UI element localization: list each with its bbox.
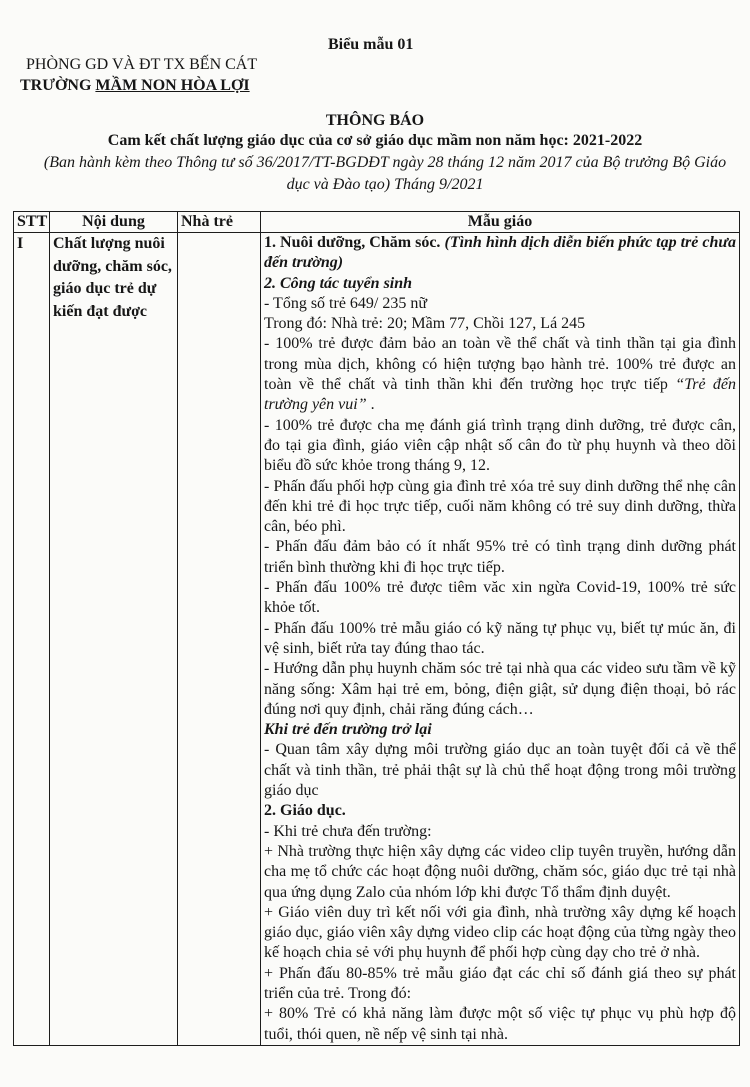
row-nursery xyxy=(178,233,261,1046)
paragraph: - Khi trẻ chưa đến trường: xyxy=(264,822,432,840)
paragraph: - Hướng dẫn phụ huynh chăm sóc trẻ tại nhà qua các video sưu tầm về kỹ năng sống: Xâm hại trẻ em, bỏng, điện giật, sử dụng điện thoại, bỏ rác đúng nơi quy định, chải răng đúng cách… xyxy=(264,660,736,718)
paragraph: Trong đó: Nhà trẻ: 20; Mầm 77, Chồi 127, Lá 245 xyxy=(264,315,586,333)
row-content: Chất lượng nuôi dưỡng, chăm sóc, giáo dục trẻ dự kiến đạt được xyxy=(50,233,178,1046)
heading-enrollment: 2. Công tác tuyển sinh xyxy=(264,274,413,292)
paragraph: + Phấn đấu 80-85% trẻ mẫu giáo đạt các chỉ số đánh giá theo sự phát triển của trẻ. Trong đó: xyxy=(264,964,736,1002)
heading-return-to-school: Khi trẻ đến trường trở lại xyxy=(264,721,432,739)
heading-education: 2. Giáo dục. xyxy=(264,802,346,820)
paragraph: + 80% Trẻ có khả năng làm được một số việc tự phục vụ phù hợp độ tuổi, thói quen, nề nếp vệ sinh tại nhà. xyxy=(264,1005,736,1043)
paragraph: - Phấn đấu phối hợp cùng gia đình trẻ xóa trẻ suy dinh dưỡng thể nhẹ cân đến khi trẻ đi học trực tiếp, cuối năm không có trẻ suy dinh dưỡng, thừa cân, béo phì. xyxy=(264,477,736,536)
school-name xyxy=(20,77,250,95)
paragraph: - Phấn đấu 100% trẻ được tiêm văc xin ngừa Covid-19, 100% trẻ sức khỏe tốt. xyxy=(264,579,736,617)
paragraph: + Nhà trường thực hiện xây dựng các video clip tuyên truyền, hướng dẫn cha mẹ tổ chức các hoạt động nuôi dưỡng, chăm sóc, giáo dục trẻ tại nhà qua ứng dụng Zalo của nhóm lớp khi được Tổ thẩm định duyệt. xyxy=(264,842,736,901)
commitment-table xyxy=(13,211,740,1046)
heading-nutrition-note: (Tình hình dịch diễn biến phức tạp trẻ chưa đến trường) xyxy=(264,234,737,272)
header-kindergarten: Mẫu giáo xyxy=(261,212,740,233)
paragraph: - Quan tâm xây dựng môi trường giáo dục an toàn tuyệt đối cả về thể chất và tinh thần, trẻ phải thật sự là chủ thể hoạt động trong môi trường giáo dục xyxy=(264,741,736,800)
school-prefix: TRƯỜNG xyxy=(20,77,96,94)
header-stt: STT xyxy=(14,212,50,233)
paragraph: - Phấn đấu 100% trẻ mẫu giáo có kỹ năng tự phục vụ, biết tự múc ăn, đi vệ sinh, biết rửa tay đúng thao tác. xyxy=(264,619,736,657)
header-nursery: Nhà trẻ xyxy=(178,212,261,233)
paragraph: - Phấn đấu đảm bảo có ít nhất 95% trẻ có tình trạng dinh dưỡng phát triển bình thường khi đi học trực tiếp. xyxy=(264,538,736,576)
table-header-row xyxy=(14,212,740,233)
row-kindergarten xyxy=(261,233,740,1046)
issued-note: (Ban hành kèm theo Thông tư số 36/2017/TT-BGDĐT ngày 28 tháng 12 năm 2017 của Bộ trưởng Bộ Giáo dục và Đào tạo) Tháng 9/2021 xyxy=(43,154,727,193)
form-number: Biểu mẫu 01 xyxy=(328,36,414,53)
school-name-underlined: MẦM NON HÒA LỢI xyxy=(95,77,250,94)
paragraph-end: . xyxy=(366,396,375,414)
paragraph: - 100% trẻ được cha mẹ đánh giá trình trạng dinh dưỡng, trẻ được cân, đo tại gia đình, giáo viên cập nhật số cân đo từ phụ huynh và theo dõi biểu đồ sức khỏe trong tháng 9, 12. xyxy=(264,416,736,475)
notice-title: THÔNG BÁO xyxy=(325,112,425,129)
department-name: PHÒNG GD VÀ ĐT TX BẾN CÁT xyxy=(26,56,258,73)
paragraph xyxy=(264,334,736,415)
notice-subtitle: Cam kết chất lượng giáo dục của cơ sở giáo dục mầm non năm học: 2021-2022 xyxy=(107,132,643,149)
paragraph: - Tổng số trẻ 649/ 235 nữ xyxy=(264,294,428,312)
section-heading xyxy=(264,233,736,274)
header-content: Nội dung xyxy=(50,212,178,233)
row-stt: I xyxy=(14,233,50,1046)
table-row xyxy=(14,233,740,1046)
slogan-text: “Trẻ đến trường yên vui” xyxy=(264,376,737,414)
paragraph-text: - 100% trẻ được đảm bảo an toàn về thể chất và tinh thần tại gia đình trong mùa dịch, không có hiện tượng bạo hành trẻ. 100% trẻ được an toàn về thể chất và tinh thần khi đến trường học trực tiếp xyxy=(264,335,736,394)
paragraph: + Giáo viên duy trì kết nối với gia đình, nhà trường xây dựng kế hoạch giáo dục, giáo viên xây dựng video clip các hoạt động của từng ngày theo kế hoạch chia sẻ với phụ huynh để phối hợp cùng dạy cho trẻ ở nhà. xyxy=(264,903,736,962)
heading-nutrition-care: 1. Nuôi dưỡng, Chăm sóc. xyxy=(264,234,441,251)
